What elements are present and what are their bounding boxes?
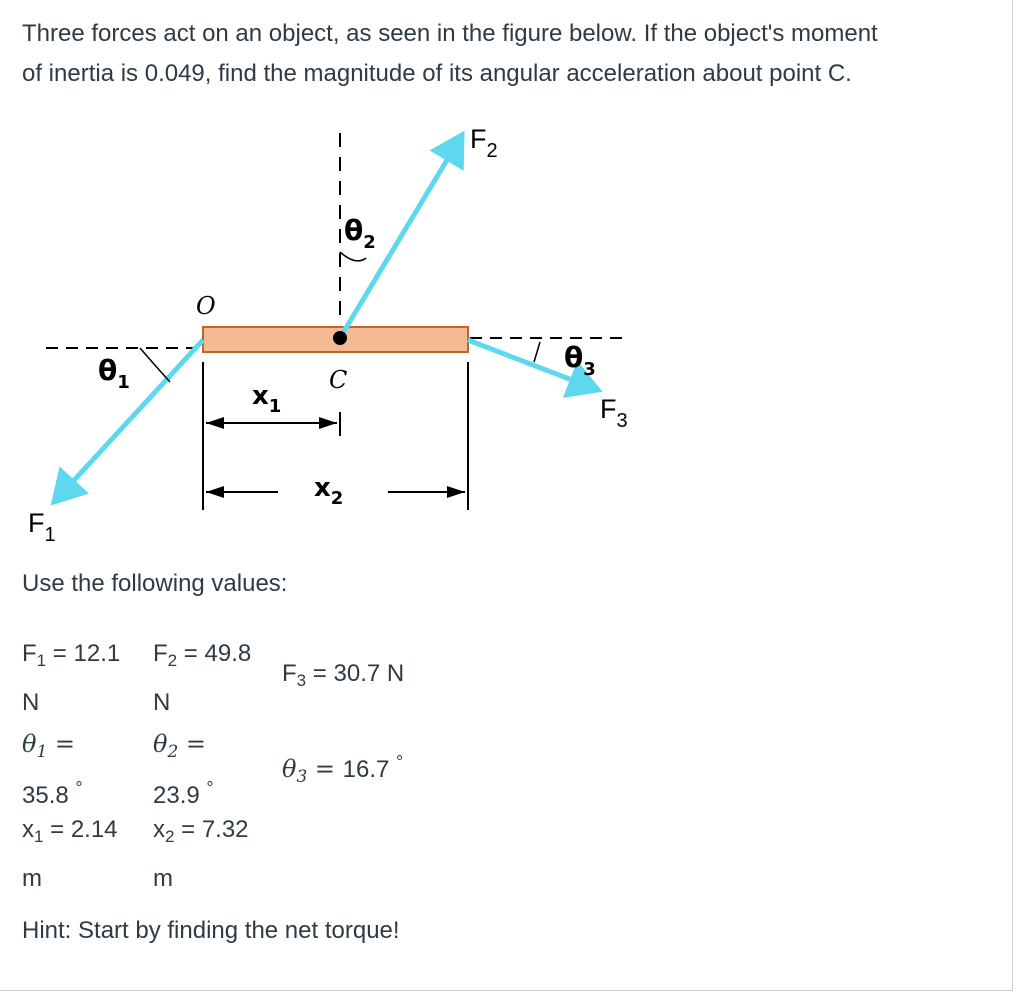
label-theta3: $\theta_3$	[564, 341, 596, 380]
label-point-c: C	[329, 366, 348, 394]
question-line-2: of inertia is 0.049, find the magnitude of its angular acceleration about point C.	[22, 60, 852, 87]
values-intro: Use the following values:	[22, 570, 288, 597]
dimension-x1-arrow-right	[319, 417, 337, 429]
point-c-dot	[333, 331, 347, 345]
angle-arc-theta3	[534, 342, 540, 362]
value-x1: $x_1 = 2.14$ m	[22, 816, 118, 892]
dimension-x2-arrow-right	[447, 486, 465, 498]
angle-arc-theta1	[140, 348, 170, 382]
value-theta2: $\theta_2$ = 23.9 °	[153, 730, 214, 809]
force-arrow-f1	[54, 340, 203, 502]
label-f1: $F_1$	[28, 508, 56, 546]
value-f2: $F_2 = 49.8$ N	[153, 640, 252, 716]
force-diagram	[0, 125, 680, 555]
angle-arc-theta2	[340, 252, 366, 261]
label-x2: $x_2$	[314, 473, 344, 509]
value-theta3: $\theta_3 = 16.7$ °	[282, 752, 404, 787]
value-f3: $F_3 = 30.7$ N	[282, 660, 405, 690]
dimension-x2-arrow-left	[206, 486, 224, 498]
question-line-1: Three forces act on an object, as seen in the figure below. If the object's moment	[22, 20, 878, 47]
question-text	[22, 14, 997, 94]
label-point-o: O	[196, 292, 216, 320]
label-x1: $x_1$	[252, 381, 282, 417]
label-theta1: $\theta_1$	[98, 354, 130, 393]
label-f3: $F_3$	[600, 394, 628, 432]
value-x2: $x_2 = 7.32$ m	[153, 816, 249, 892]
label-theta2: $\theta_2$	[344, 214, 376, 253]
label-f2: $F_2$	[470, 125, 498, 162]
dimension-x1-arrow-left	[206, 417, 224, 429]
hint-text: Hint: Start by finding the net torque!	[22, 917, 400, 944]
value-f1: $F_1 = 12.1$ N	[22, 640, 121, 716]
value-theta1: $\theta_1$ = 35.8 °	[22, 730, 83, 809]
